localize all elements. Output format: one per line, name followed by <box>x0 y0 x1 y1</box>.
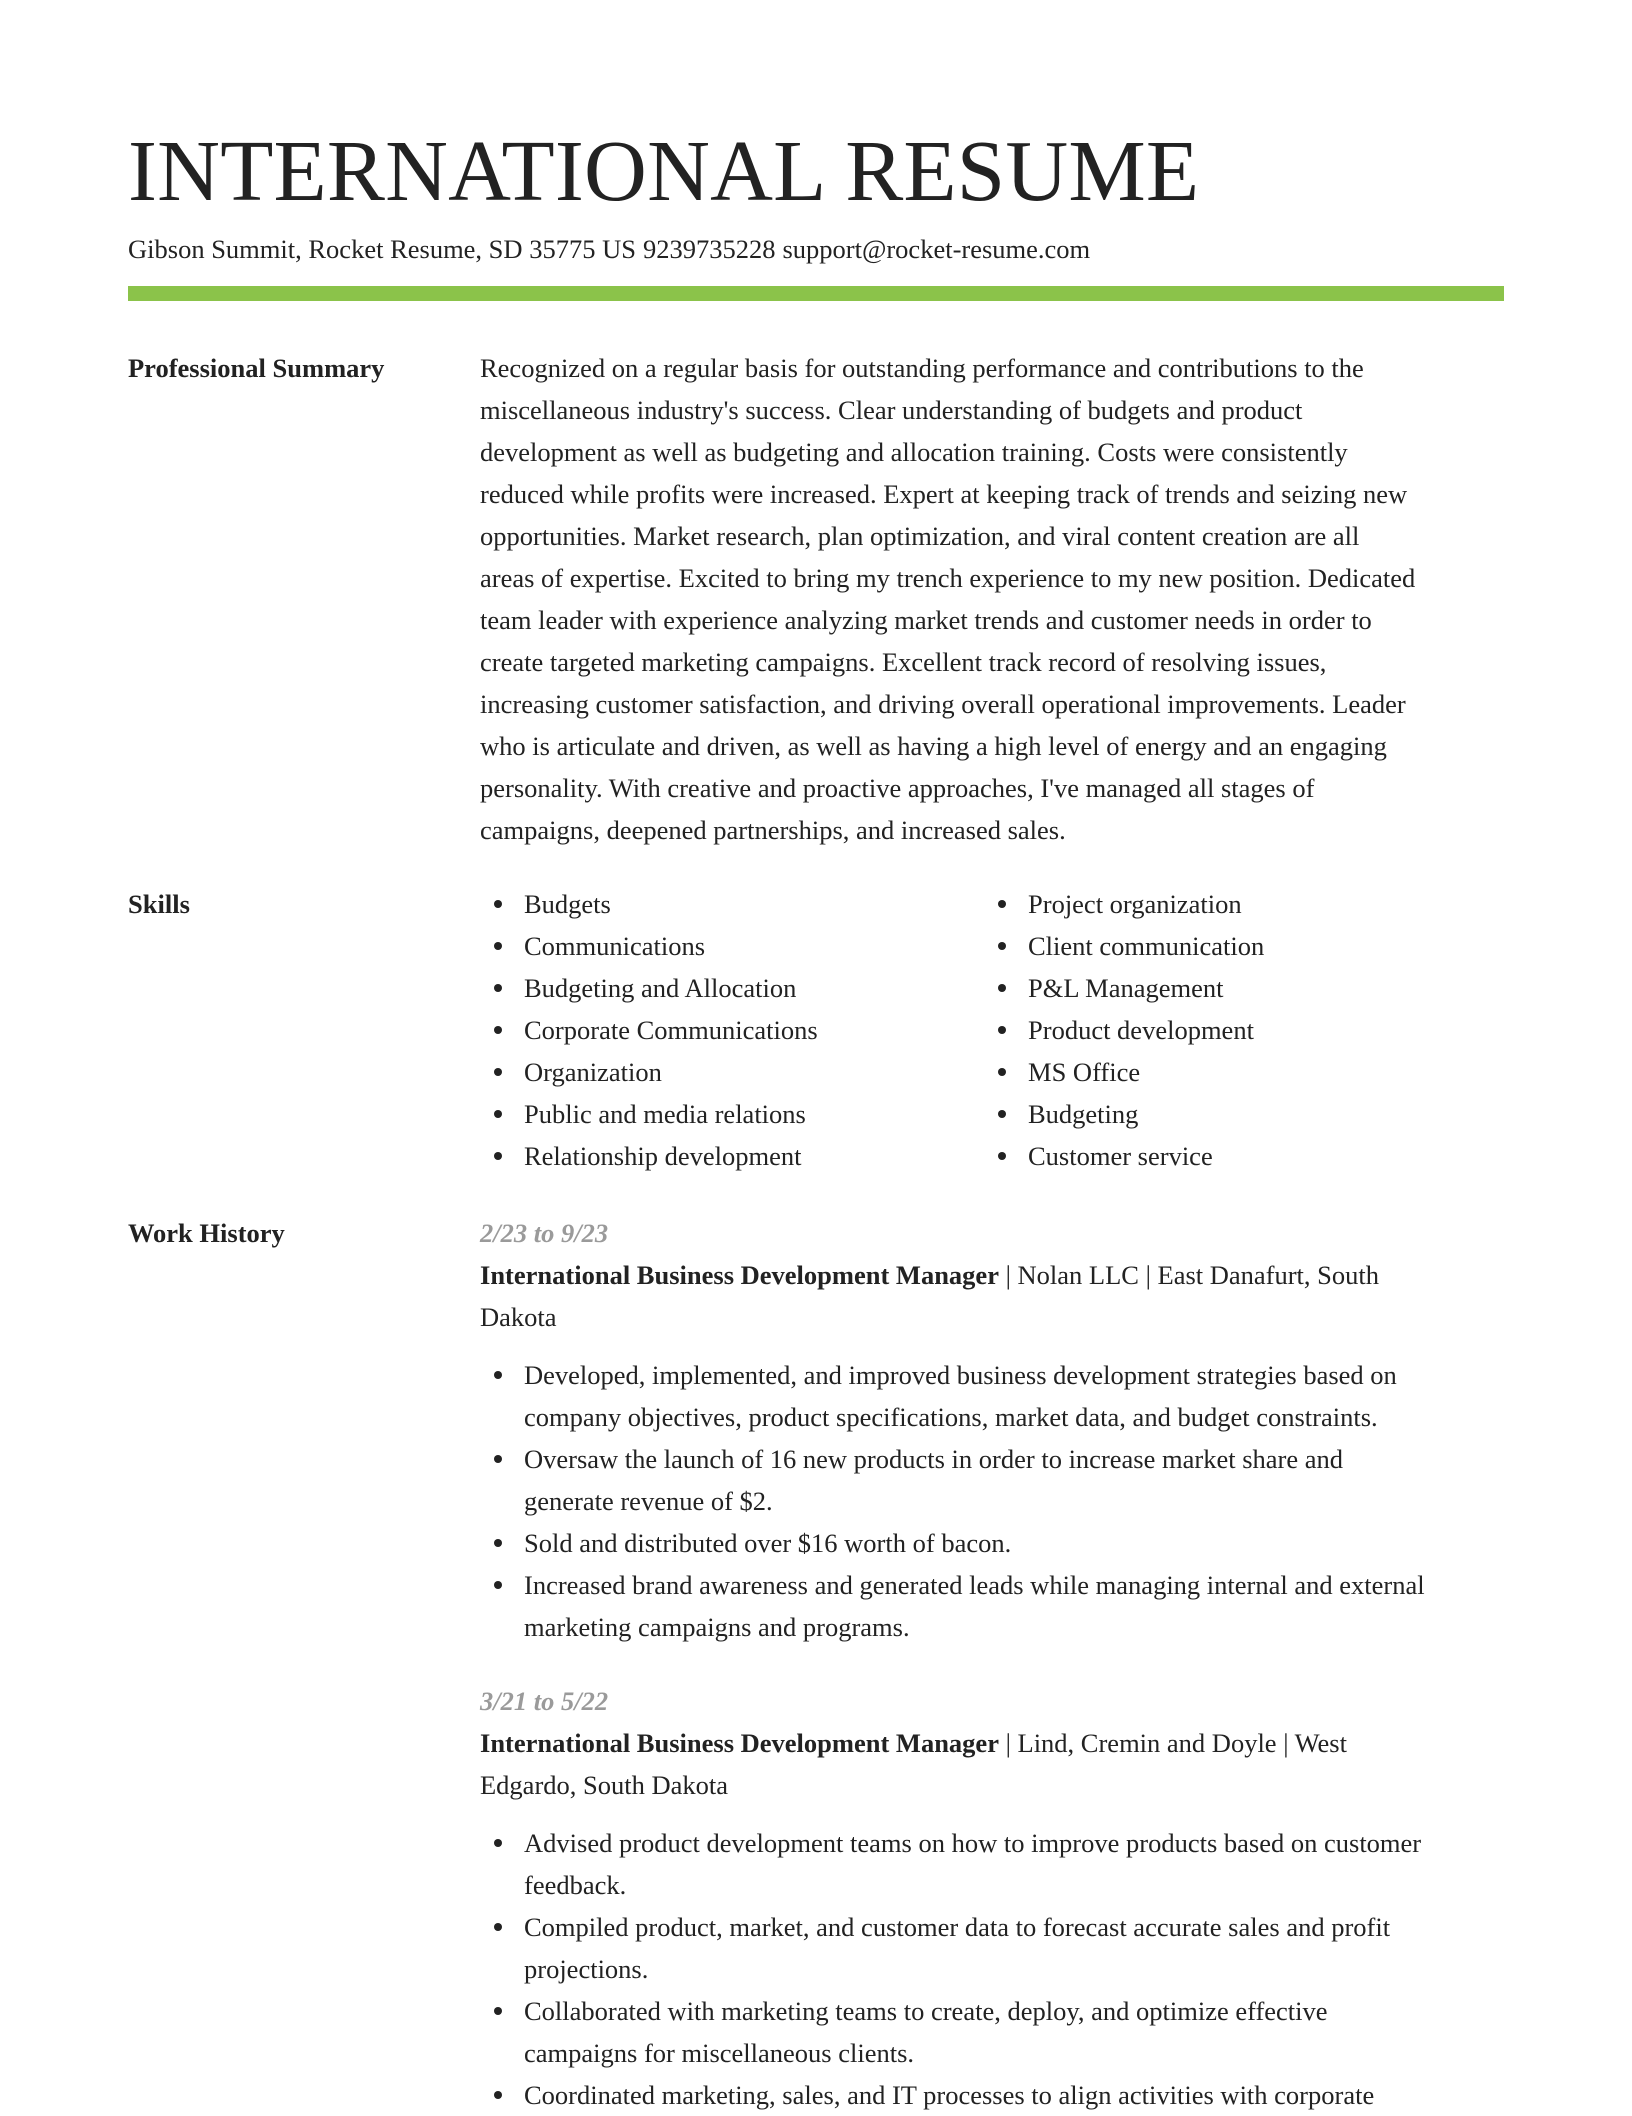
job-bullet <box>480 1906 1504 1990</box>
summary-line: reduced while profits were increased. Expert at keeping track of trends and seizing new <box>480 479 1408 509</box>
summary-line: miscellaneous industry's success. Clear understanding of budgets and product <box>480 395 1303 425</box>
skills-heading: Skills <box>128 889 190 919</box>
skill-item: MS Office <box>984 1051 1264 1093</box>
contact-phone: 9239735228 <box>642 234 776 264</box>
contact-email: support@rocket-resume.com <box>782 234 1091 264</box>
job-entry <box>480 1212 1504 1648</box>
job-employer-location: | Lind, Cremin and Doyle | West <box>998 1728 1347 1758</box>
skills-list-left <box>480 883 818 1177</box>
skill-item: Relationship development <box>480 1135 818 1177</box>
skill-item: Project organization <box>984 883 1264 925</box>
job-entry <box>480 1680 1504 2116</box>
skill-item: Public and media relations <box>480 1093 818 1135</box>
header-divider <box>128 286 1504 301</box>
bullet-line: projections. <box>524 1954 649 1984</box>
job-bullet-list <box>480 1354 1504 1648</box>
skills-body <box>480 883 1504 1177</box>
summary-line: campaigns, deepened partnerships, and increased sales. <box>480 815 1066 845</box>
skills-list-right <box>984 883 1264 1177</box>
bullet-line: Coordinated marketing, sales, and IT processes to align activities with corporate <box>524 2080 1375 2110</box>
job-title-line <box>480 1722 1504 1764</box>
summary-line: Recognized on a regular basis for outstanding performance and contributions to the <box>480 353 1364 383</box>
job-bullet <box>480 1564 1504 1648</box>
skill-item: Budgeting and Allocation <box>480 967 818 1009</box>
job-bullet <box>480 1522 1504 1564</box>
job-title: International Business Development Manager <box>480 1728 999 1758</box>
bullet-line: marketing campaigns and programs. <box>524 1612 910 1642</box>
summary-line: opportunities. Market research, plan optimization, and viral content creation are all <box>480 521 1360 551</box>
job-location-continued: Dakota <box>480 1302 557 1332</box>
job-employer-location: | Nolan LLC | East Danafurt, South <box>998 1260 1380 1290</box>
summary-line: personality. With creative and proactive approaches, I've managed all stages of <box>480 773 1315 803</box>
work-history-body <box>480 1212 1504 2116</box>
bullet-line: Oversaw the launch of 16 new products in order to increase market share and <box>524 1444 1343 1474</box>
skill-item: Client communication <box>984 925 1264 967</box>
job-bullet <box>480 1822 1504 1906</box>
bullet-line: company objectives, product specifications, market data, and budget constraints. <box>524 1402 1378 1432</box>
job-bullet <box>480 2074 1504 2116</box>
job-title-line <box>480 1254 1504 1296</box>
bullet-line: Advised product development teams on how to improve products based on customer <box>524 1828 1422 1858</box>
skill-item: Organization <box>480 1051 818 1093</box>
summary-heading: Professional Summary <box>128 353 385 383</box>
skill-item: P&L Management <box>984 967 1264 1009</box>
summary-line: who is articulate and driven, as well as having a high level of energy and an engaging <box>480 731 1387 761</box>
skill-item: Corporate Communications <box>480 1009 818 1051</box>
summary-line: development as well as budgeting and allocation training. Costs were consistently <box>480 437 1348 467</box>
bullet-line: generate revenue of $2. <box>524 1486 773 1516</box>
summary-line: team leader with experience analyzing market trends and customer needs in order to <box>480 605 1372 635</box>
summary-line: increasing customer satisfaction, and driving overall operational improvements. Leader <box>480 689 1406 719</box>
job-dates: 2/23 to 9/23 <box>480 1218 609 1248</box>
job-bullet <box>480 1990 1504 2074</box>
job-location-continued: Edgardo, South Dakota <box>480 1770 729 1800</box>
bullet-line: Increased brand awareness and generated leads while managing internal and external <box>524 1570 1425 1600</box>
skill-item: Communications <box>480 925 818 967</box>
job-title: International Business Development Manager <box>480 1260 999 1290</box>
bullet-line: feedback. <box>524 1870 627 1900</box>
skills-columns <box>480 883 1504 1177</box>
bullet-line: campaigns for miscellaneous clients. <box>524 2038 915 2068</box>
work-history-heading: Work History <box>128 1218 285 1248</box>
summary-text <box>480 347 1504 851</box>
contact-line <box>128 230 1090 268</box>
bullet-line: Compiled product, market, and customer data to forecast accurate sales and profit <box>524 1912 1391 1942</box>
job-bullet-list <box>480 1822 1504 2116</box>
job-dates: 3/21 to 5/22 <box>480 1686 609 1716</box>
skill-item: Budgets <box>480 883 818 925</box>
job-bullet <box>480 1438 1504 1522</box>
skill-item: Customer service <box>984 1135 1264 1177</box>
summary-line: create targeted marketing campaigns. Excellent track record of resolving issues, <box>480 647 1327 677</box>
skill-item: Budgeting <box>984 1093 1264 1135</box>
skill-item: Product development <box>984 1009 1264 1051</box>
bullet-line: Collaborated with marketing teams to create, deploy, and optimize effective <box>524 1996 1328 2026</box>
bullet-line: Developed, implemented, and improved business development strategies based on <box>524 1360 1397 1390</box>
contact-address: Gibson Summit, Rocket Resume, SD 35775 US <box>128 234 636 264</box>
bullet-line: Sold and distributed over $16 worth of bacon. <box>524 1528 1012 1558</box>
summary-line: areas of expertise. Excited to bring my trench experience to my new position. Dedicated <box>480 563 1416 593</box>
resume-title: INTERNATIONAL RESUME <box>128 122 1200 219</box>
job-bullet <box>480 1354 1504 1438</box>
